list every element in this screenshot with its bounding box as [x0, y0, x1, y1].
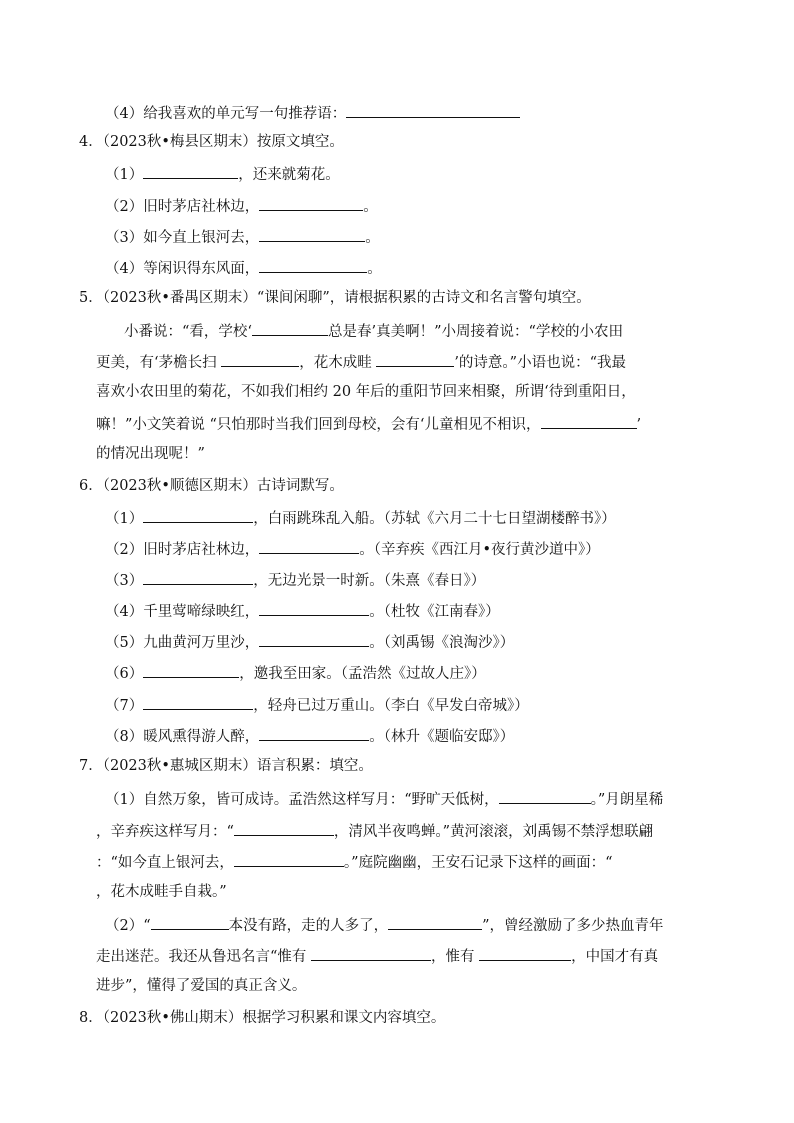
answer-blank[interactable] — [259, 600, 369, 616]
answer-blank[interactable] — [259, 725, 369, 741]
answer-blank[interactable] — [143, 507, 253, 523]
answer-blank[interactable] — [388, 914, 482, 930]
answer-blank[interactable] — [143, 163, 238, 179]
q7-title: 7．（2023秋•惠城区期末）语言积累：填空。 — [79, 758, 373, 774]
answer-blank[interactable] — [234, 820, 334, 836]
q4-item-4: （4）等闲识得东风面， 。 — [105, 257, 382, 279]
q5-line-5: 的情况出现呢！” — [96, 446, 205, 462]
q7-line-3: ：“如今直上银河去， 。”庭院幽幽，王安石记录下这样的画面：“ — [96, 851, 613, 873]
q7-line-1: （1）自然万象，皆可成诗。孟浩然这样写月：“野旷天低树， 。”月朗星稀 — [105, 788, 663, 810]
answer-blank[interactable] — [311, 945, 431, 961]
q4-item-2: （2）旧时茅店社林边， 。 — [105, 195, 378, 217]
answer-blank[interactable] — [479, 945, 571, 961]
answer-blank[interactable] — [221, 351, 299, 367]
q6-item-8: （8）暖风熏得游人醉， 。（林升《题临安邸》） — [105, 725, 514, 747]
answer-blank[interactable] — [259, 538, 359, 554]
q5-line-3: 喜欢小农田里的菊花，不如我们相约 20 年后的重阳节回来相聚，所谓‘待到重阳日， — [96, 384, 636, 400]
q6-item-2: （2）旧时茅店社林边， 。（辛弃疾《西江月•夜行黄沙道中》） — [105, 538, 600, 560]
q6-item-4: （4）千里莺啼绿映红， 。（杜牧《江南春》） — [105, 600, 500, 622]
answer-blank[interactable] — [259, 631, 369, 647]
answer-blank[interactable] — [376, 351, 454, 367]
q6-item-1: （1） ，白雨跳珠乱入船。（苏轼《六月二十七日望湖楼醉书》） — [105, 507, 616, 529]
answer-blank[interactable] — [541, 413, 637, 429]
q4-item-3: （3）如今直上银河去， 。 — [105, 226, 380, 248]
q7-line-7: 进步”，懂得了爱国的真正含义。 — [96, 978, 307, 994]
q7-line-2: ，辛弃疾这样写月：“ ，清风半夜鸣蝉。”黄河滚滚，刘禹锡不禁浮想联翩 — [96, 820, 653, 842]
q7-line-5: （2）“ 本没有路，走的人多了， ”，曾经激励了多少热血青年 — [105, 914, 664, 936]
q5-line-2: 更美，有‘茅檐长扫 ，花木成畦 ’的诗意。”小语也说：“我最 — [96, 351, 626, 373]
answer-blank[interactable] — [499, 788, 591, 804]
q4-item-1: （1） ，还来就菊花。 — [105, 163, 340, 185]
answer-blank[interactable] — [151, 914, 229, 930]
q6-item-7: （7） ，轻舟已过万重山。（李白《早发白帝城》） — [105, 694, 529, 716]
answer-blank[interactable] — [143, 569, 253, 585]
answer-blank[interactable] — [234, 851, 344, 867]
q5-line-4: 嘛！”小文笑着说 “只怕那时当我们回到母校，会有‘儿童相见不相识， ’ — [96, 413, 641, 435]
q4-title: 4．（2023秋•梅县区期末）按原文填空。 — [79, 134, 344, 150]
answer-blank[interactable] — [259, 226, 365, 242]
answer-blank[interactable] — [259, 195, 363, 211]
q5-line-1: 小番说：“看，学校‘ 总是春’真美啊！”小周接着说：“学校的小农田 — [124, 320, 623, 342]
q7-line-4: ，花木成畦手自栽。” — [96, 884, 227, 900]
q6-item-3: （3） ，无边光景一时新。（朱熹《春日》） — [105, 569, 485, 591]
q6-title: 6．（2023秋•顺德区期末）古诗词默写。 — [79, 478, 344, 494]
answer-blank[interactable] — [252, 320, 328, 336]
answer-blank[interactable] — [143, 694, 253, 710]
answer-blank[interactable] — [143, 662, 239, 678]
q7-line-6: 走出迷茫。我还从鲁迅名言“惟有 ，惟有 ，中国才有真 — [96, 945, 658, 967]
q5-title: 5．（2023秋•番禺区期末）“课间闲聊”，请根据积累的古诗文和名言警句填空。 — [79, 290, 591, 306]
q6-item-5: （5）九曲黄河万里沙， 。（刘禹锡《浪淘沙》） — [105, 631, 514, 653]
q6-item-6: （6） ，邀我至田家。（孟浩然《过故人庄》） — [105, 662, 486, 684]
q8-title: 8．（2023秋•佛山期末）根据学习积累和课文内容填空。 — [79, 1010, 446, 1026]
answer-blank[interactable] — [259, 257, 367, 273]
q3-item-4: （4）给我喜欢的单元写一句推荐语： — [105, 102, 520, 124]
answer-blank[interactable] — [346, 102, 520, 118]
